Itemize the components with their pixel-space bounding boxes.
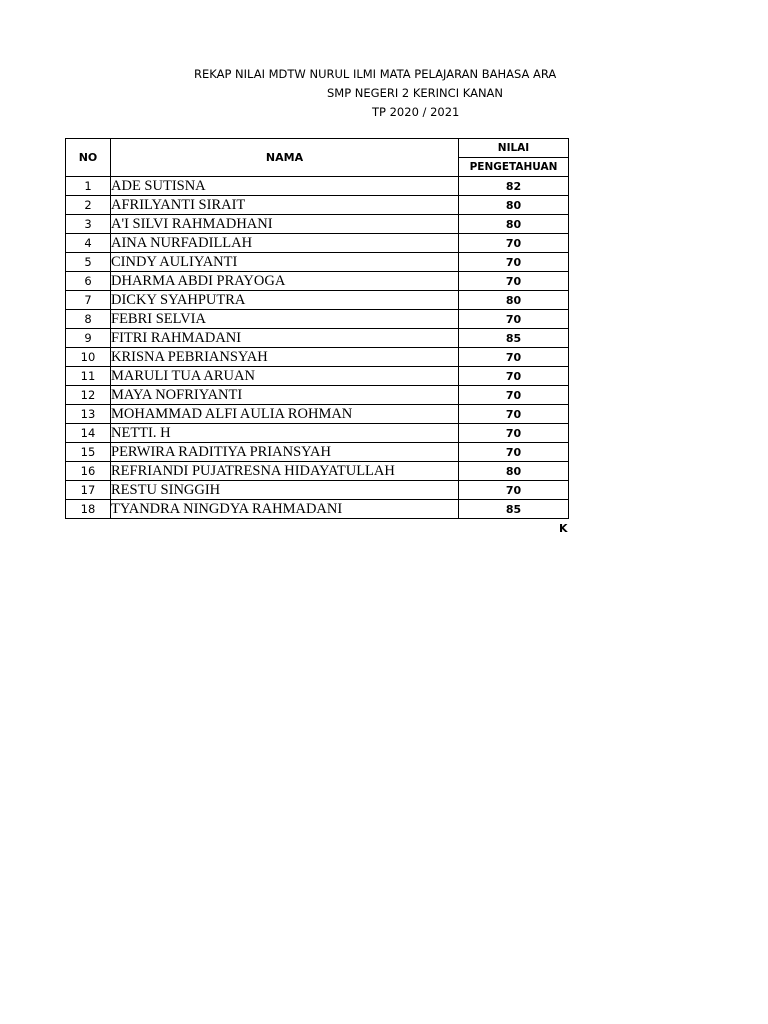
student-score: 80 [459,462,569,481]
table-row [66,272,569,291]
student-name: MARULI TUA ARUAN [111,367,459,386]
table-row [66,500,569,519]
row-number: 2 [66,196,111,215]
row-number: 4 [66,234,111,253]
student-name: NETTI. H [111,424,459,443]
table-row [66,177,569,196]
student-name: AINA NURFADILLAH [111,234,459,253]
student-score: 85 [459,500,569,519]
student-score: 85 [459,329,569,348]
row-number: 3 [66,215,111,234]
table-row [66,310,569,329]
row-number: 16 [66,462,111,481]
row-number: 8 [66,310,111,329]
grade-table [65,138,569,519]
student-name: ADE SUTISNA [111,177,459,196]
student-name: RESTU SINGGIH [111,481,459,500]
table-row [66,253,569,272]
student-score: 70 [459,481,569,500]
row-number: 5 [66,253,111,272]
student-name: TYANDRA NINGDYA RAHMADANI [111,500,459,519]
table-row [66,481,569,500]
student-name: REFRIANDI PUJATRESNA HIDAYATULLAH [111,462,459,481]
row-number: 7 [66,291,111,310]
student-name: FEBRI SELVIA [111,310,459,329]
student-score: 70 [459,348,569,367]
table-row [66,215,569,234]
student-name: PERWIRA RADITIYA PRIANSYAH [111,443,459,462]
grade-table-body [66,177,569,519]
table-row [66,234,569,253]
grade-table-header [66,139,569,177]
column-header-nama: NAMA [111,139,459,177]
student-score: 70 [459,310,569,329]
table-row [66,291,569,310]
table-row [66,462,569,481]
row-number: 14 [66,424,111,443]
table-row [66,196,569,215]
table-row [66,367,569,386]
row-number: 9 [66,329,111,348]
column-header-pengetahuan: PENGETAHUAN [459,158,569,177]
table-row [66,329,569,348]
table-row [66,443,569,462]
student-name: MAYA NOFRIYANTI [111,386,459,405]
student-name: CINDY AULIYANTI [111,253,459,272]
row-number: 18 [66,500,111,519]
student-score: 70 [459,386,569,405]
student-score: 70 [459,424,569,443]
table-row [66,348,569,367]
student-name: DHARMA ABDI PRAYOGA [111,272,459,291]
school-name: SMP NEGERI 2 KERINCI KANAN [327,86,504,100]
row-number: 1 [66,177,111,196]
table-row [66,405,569,424]
student-score: 70 [459,272,569,291]
student-score: 70 [459,443,569,462]
row-number: 10 [66,348,111,367]
row-number: 6 [66,272,111,291]
student-name: MOHAMMAD ALFI AULIA ROHMAN [111,405,459,424]
row-number: 17 [66,481,111,500]
column-header-no: NO [66,139,111,177]
student-score: 70 [459,367,569,386]
student-name: DICKY SYAHPUTRA [111,291,459,310]
student-score: 80 [459,215,569,234]
row-number: 15 [66,443,111,462]
column-header-nilai: NILAI [459,139,569,158]
student-name: KRISNA PEBRIANSYAH [111,348,459,367]
student-name: AFRILYANTI SIRAIT [111,196,459,215]
trailing-cell-text: K [559,522,568,535]
student-score: 70 [459,253,569,272]
student-name: FITRI RAHMADANI [111,329,459,348]
student-score: 80 [459,196,569,215]
student-score: 70 [459,234,569,253]
student-score: 82 [459,177,569,196]
table-row [66,386,569,405]
table-row [66,424,569,443]
report-title: REKAP NILAI MDTW NURUL ILMI MATA PELAJARAN BAHASA ARA [194,67,557,81]
row-number: 13 [66,405,111,424]
academic-year: TP 2020 / 2021 [372,105,460,119]
student-name: A'I SILVI RAHMADHANI [111,215,459,234]
student-score: 80 [459,291,569,310]
student-score: 70 [459,405,569,424]
row-number: 12 [66,386,111,405]
row-number: 11 [66,367,111,386]
